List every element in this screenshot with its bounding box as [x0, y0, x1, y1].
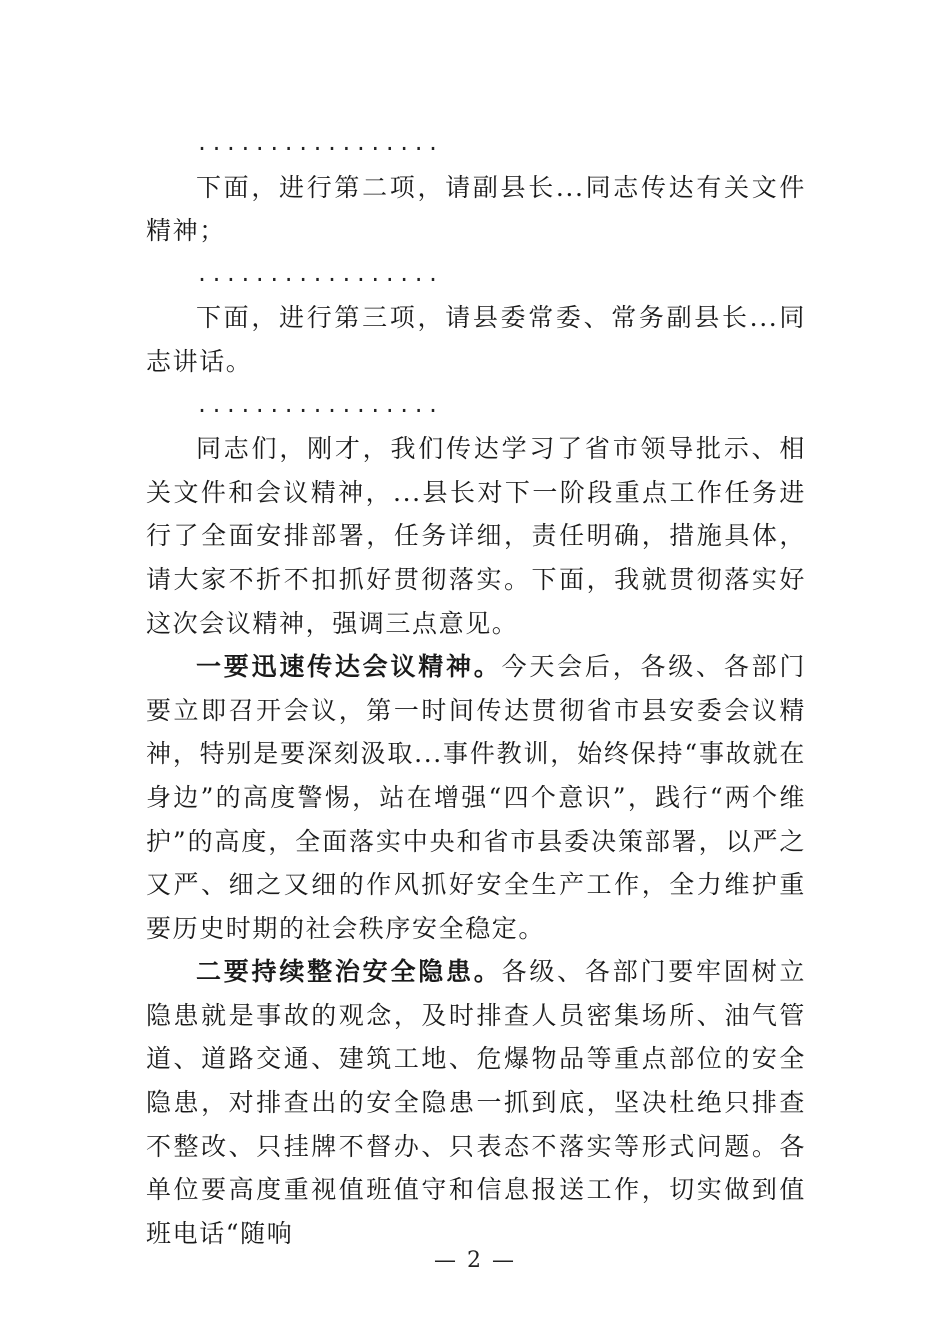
document-body	[146, 122, 806, 1255]
paragraph: 下面，进行第二项，请副县长...同志传达有关文件精神；	[146, 172, 806, 246]
ellipsis-line: .................	[196, 392, 442, 417]
ellipsis-line: .................	[196, 261, 442, 286]
point-body: 各级、各部门要牢固树立隐患就是事故的观念，及时排查人员密集场所、油气管道、道路交通、建筑工地、危爆物品等重点部位的安全隐患，对排查出的安全隐患一抓到底，坚决杜绝只排查不整改、只挂牌不督办、只表态不落实等形式问题。各单位要高度重视值班值守和信息报送工作，切实做到值班电话“随响	[146, 957, 806, 1248]
point-body: 今天会后，各级、各部门要立即召开会议，第一时间传达贯彻省市县安委会议精神，特别是要深刻汲取...事件教训，始终保持“事故就在身边”的高度警惕，站在增强“四个意识”，践行“两个维护”的高度，全面落实中央和省市县委决策部署，以严之又严、细之又细的作风抓好安全生产工作，全力维护重要历史时期的社会秩序安全稳定。	[146, 652, 806, 943]
paragraph-point-one	[146, 645, 806, 950]
paragraph: 下面，进行第三项，请县委常委、常务副县长...同志讲话。	[146, 303, 806, 376]
point-heading: 一要迅速传达会议精神。	[196, 652, 502, 682]
page-number: — 2 —	[434, 1248, 516, 1273]
paragraph-point-two	[146, 950, 806, 1255]
paragraph: 同志们，刚才，我们传达学习了省市领导批示、相关文件和会议精神，...县长对下一阶段重点工作任务进行了全面安排部署，任务详细，责任明确，措施具体，请大家不折不扣抓好贯彻落实。下面，我就贯彻落实好这次会议精神，强调三点意见。	[146, 434, 806, 638]
point-heading: 二要持续整治安全隐患。	[196, 957, 502, 987]
ellipsis-line: .................	[196, 131, 442, 155]
